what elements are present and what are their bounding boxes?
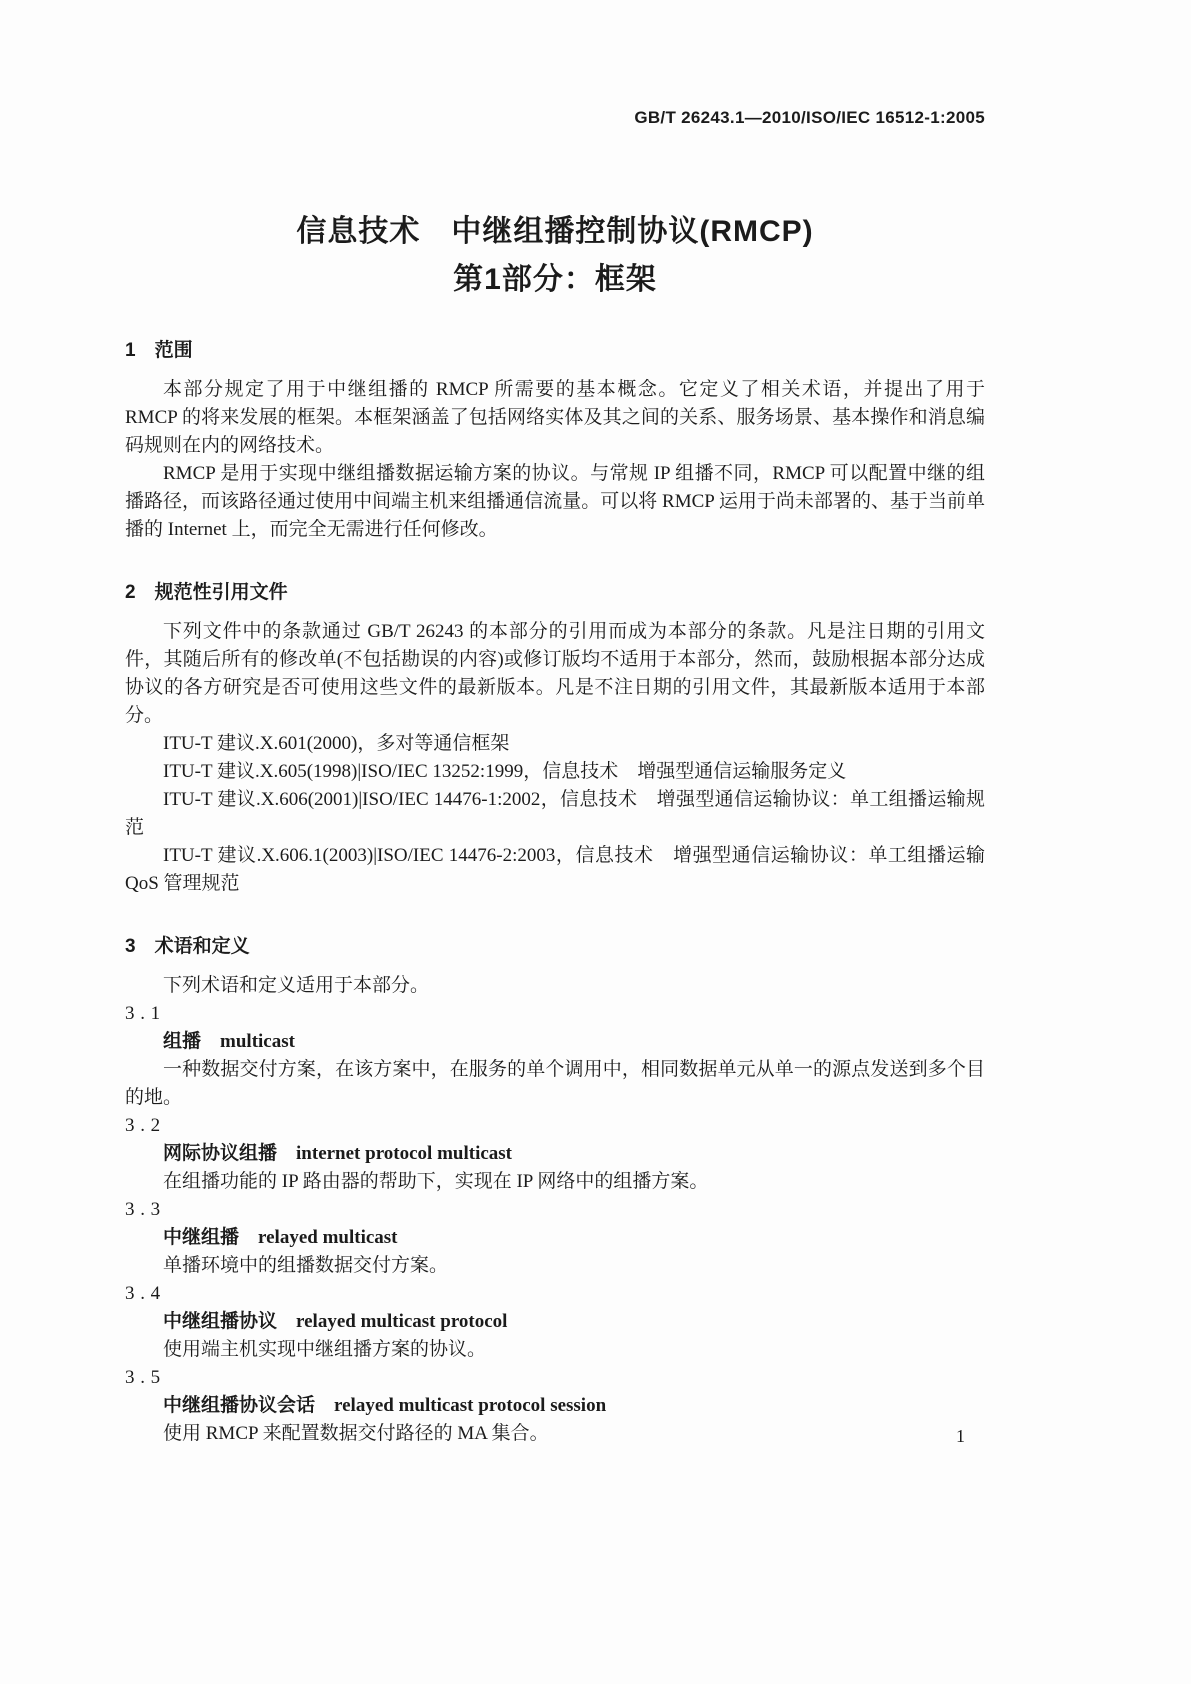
term-name-zh: 网际协议组播	[163, 1143, 278, 1164]
term-name-zh: 组播	[163, 1031, 202, 1052]
term-definition: 一种数据交付方案，在该方案中，在服务的单个调用中，相同数据单元从单一的源点发送到多个目的地。	[125, 1059, 985, 1108]
term-definition: 在组播功能的 IP 路由器的帮助下，实现在 IP 网络中的组播方案。	[163, 1171, 709, 1192]
section-terms-definitions-heading	[125, 934, 985, 960]
term-name	[125, 1308, 985, 1336]
reference-item: ITU-T 建议.X.606(2001)|ISO/IEC 14476-1:2002，信息技术 增强型通信运输协议：单工组播运输规范	[125, 789, 985, 838]
term-entry	[125, 1280, 985, 1364]
section-number: 1	[125, 340, 136, 361]
term-name-zh: 中继组播协议会话	[163, 1395, 316, 1416]
term-number: 3.2	[125, 1115, 166, 1136]
section-terms-definitions	[125, 934, 985, 1448]
section-scope	[125, 338, 985, 544]
term-entry	[125, 1196, 985, 1280]
section-scope-heading	[125, 338, 985, 364]
reference-item: ITU-T 建议.X.605(1998)|ISO/IEC 13252:1999，信息技术 增强型通信运输服务定义	[163, 761, 847, 782]
section-title: 术语和定义	[154, 936, 250, 957]
title-line-2: 第1部分：框架	[453, 263, 657, 296]
paragraph: RMCP 是用于实现中继组播数据运输方案的协议。与常规 IP 组播不同，RMCP 可以配置中继的组播路径，而该路径通过使用中间端主机来组播通信流量。可以将 RMCP 运用于尚未部署的、基于当前单播的 Internet 上，而完全无需进行任何修改。	[125, 463, 985, 540]
term-name-en: relayed multicast protocol session	[334, 1395, 607, 1416]
term-definition: 使用 RMCP 来配置数据交付路径的 MA 集合。	[163, 1423, 549, 1444]
term-name	[125, 1028, 985, 1056]
term-entry	[125, 1112, 985, 1196]
section-normative-references	[125, 580, 985, 898]
term-number: 3.4	[125, 1283, 166, 1304]
term-number: 3.1	[125, 1003, 166, 1024]
doc-number: GB/T 26243.1—2010/ISO/IEC 16512-1:2005	[634, 108, 985, 127]
term-definition: 使用端主机实现中继组播方案的协议。	[163, 1339, 487, 1360]
paragraph: 本部分规定了用于中继组播的 RMCP 所需要的基本概念。它定义了相关术语，并提出了用于 RMCP 的将来发展的框架。本框架涵盖了包括网络实体及其之间的关系、服务场景、基本操作和消息编码规则在内的网络技术。	[125, 379, 985, 456]
term-entry	[125, 1364, 985, 1448]
reference-item: ITU-T 建议.X.606.1(2003)|ISO/IEC 14476-2:2003，信息技术 增强型通信运输协议：单工组播运输 QoS 管理规范	[125, 845, 985, 894]
term-name-en: internet protocol multicast	[296, 1143, 513, 1164]
term-name	[125, 1224, 985, 1252]
section-title: 规范性引用文件	[154, 582, 288, 603]
term-name	[125, 1392, 985, 1420]
document-title	[125, 208, 985, 304]
section-normative-references-heading	[125, 580, 985, 606]
term-definition: 单播环境中的组播数据交付方案。	[163, 1255, 449, 1276]
term-name	[125, 1140, 985, 1168]
section-number: 3	[125, 936, 136, 957]
paragraph: 下列文件中的条款通过 GB/T 26243 的本部分的引用而成为本部分的条款。凡是注日期的引用文件，其随后所有的修改单(不包括勘误的内容)或修订版均不适用于本部分，然而，鼓励根据本部分达成协议的各方研究是否可使用这些文件的最新版本。凡是不注日期的引用文件，其最新版本适用于本部分。	[125, 621, 985, 726]
paragraph: 下列术语和定义适用于本部分。	[163, 975, 430, 996]
section-title: 范围	[154, 340, 193, 361]
term-number: 3.3	[125, 1199, 166, 1220]
term-name-en: multicast	[220, 1031, 295, 1052]
term-name-en: relayed multicast protocol	[296, 1311, 508, 1332]
title-line-1: 信息技术 中继组播控制协议(RMCP)	[296, 215, 814, 248]
page-number: 1	[956, 1426, 965, 1446]
term-name-zh: 中继组播	[163, 1227, 240, 1248]
term-number: 3.5	[125, 1367, 166, 1388]
term-name-zh: 中继组播协议	[163, 1311, 278, 1332]
term-name-en: relayed multicast	[258, 1227, 398, 1248]
reference-item: ITU-T 建议.X.601(2000)，多对等通信框架	[163, 733, 510, 754]
term-entry	[125, 1000, 985, 1112]
section-number: 2	[125, 582, 136, 603]
